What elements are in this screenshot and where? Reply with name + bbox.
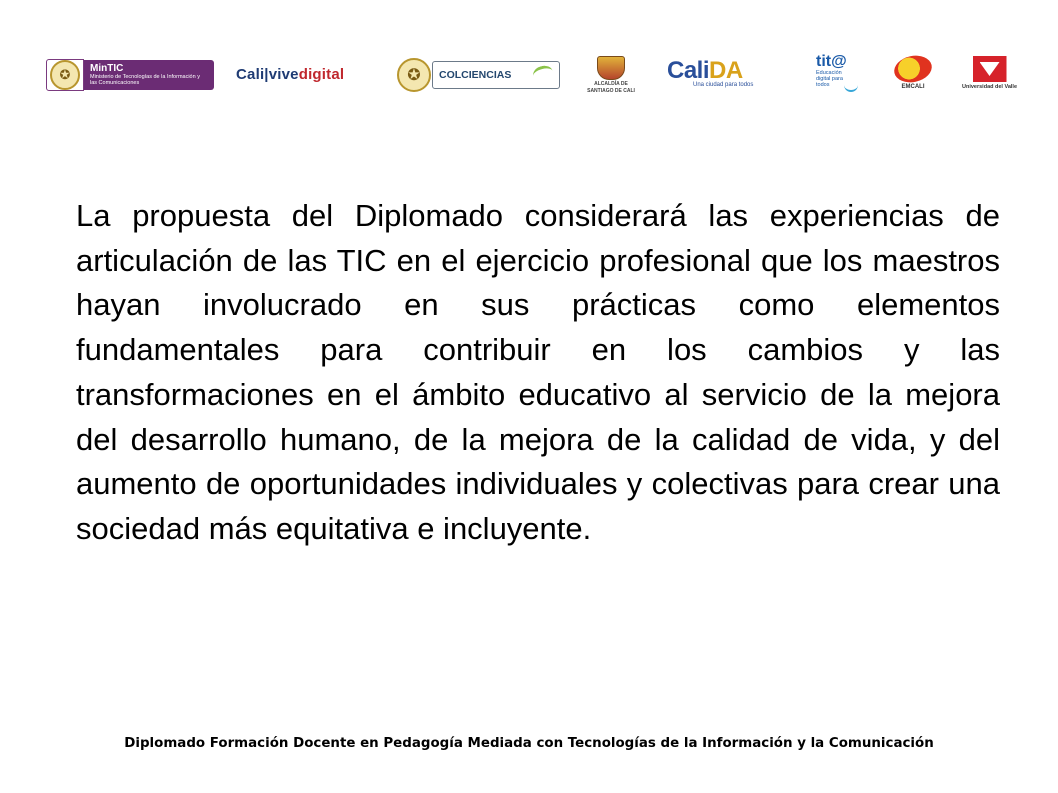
- calida-logo: [667, 57, 754, 88]
- calida-da: DA: [709, 57, 743, 84]
- alcaldia-line1: ALCALDÍA DE: [594, 81, 628, 87]
- colombia-seal-icon: ✪: [50, 60, 80, 90]
- univalle-name: Universidad del Valle: [962, 84, 1018, 90]
- alcaldia-cali-logo: [585, 56, 637, 96]
- calida-tagline: Una ciudad para todos: [693, 82, 754, 88]
- emcali-mark-icon: [892, 52, 935, 85]
- smile-icon: [844, 80, 858, 92]
- digital-text: digital: [298, 66, 345, 83]
- tita-tagline: Educación digital para todos: [816, 70, 843, 88]
- shield-icon: [597, 56, 625, 80]
- main-paragraph: La propuesta del Diplomado considerará las experiencias de articulación de las TIC en el ejercicio profesional que los maestros hayan involucrado en sus prácticas como elementos fundamentales para contribuir en los cambios y las transformaciones en el ámbito educativo al servicio de la mejora del desarrollo humano, de la mejora de la calidad de vida, y del aumento de oportunidades individuales y colectivas para crear una sociedad más equitativa e incluyente.: [76, 198, 1000, 546]
- mintic-logo: [46, 60, 214, 90]
- emcali-name: EMCALI: [901, 84, 925, 90]
- cali-vive-digital-logo: [236, 66, 344, 83]
- colombia-seal-icon: ✪: [397, 58, 431, 92]
- cali-vive-text: Cali|vive: [236, 66, 299, 83]
- logo-bar: [0, 52, 1058, 98]
- univalle-logo: [962, 56, 1017, 90]
- tita-logo: [816, 54, 856, 88]
- emcali-logo: [894, 56, 932, 90]
- mintic-subtitle: Ministerio de Tecnologías de la Información y las Comunicaciones: [90, 74, 200, 86]
- univalle-mark-icon: [973, 56, 1007, 82]
- footer-title: Diplomado Formación Docente en Pedagogía Mediada con Tecnologías de la Información y la Comunicación: [124, 736, 934, 751]
- mintic-brand: MinTIC: [90, 63, 124, 74]
- colciencias-logo: [396, 60, 560, 90]
- colciencias-name: COLCIENCIAS: [439, 69, 512, 81]
- swoosh-icon: [531, 64, 554, 84]
- tita-name: tit@: [816, 53, 847, 70]
- alcaldia-line2: SANTIAGO DE CALI: [587, 88, 635, 94]
- calida-cali: Cali: [667, 57, 710, 84]
